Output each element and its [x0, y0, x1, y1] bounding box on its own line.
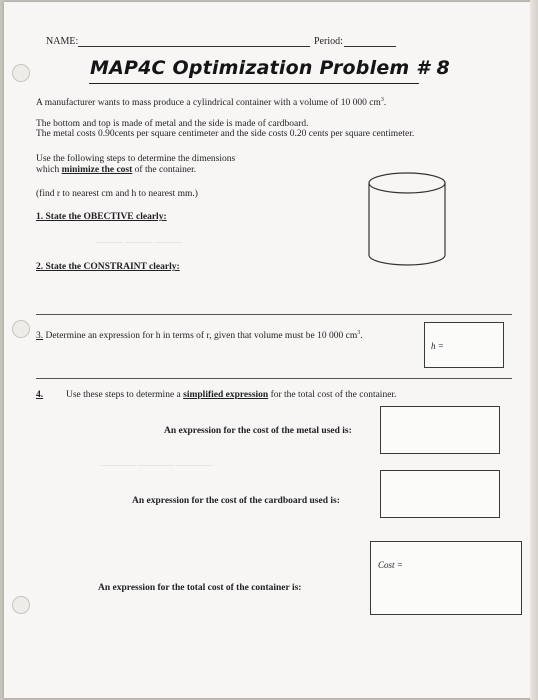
- worksheet-title: MAP4C Optimization Problem # 8: [90, 57, 450, 79]
- binder-hole-bottom: [12, 596, 30, 614]
- section-divider-2: [36, 378, 512, 379]
- title-underline: [89, 83, 419, 84]
- step-3-text: [36, 330, 363, 341]
- step-4-instruction-end: for the total cost of the container.: [270, 390, 397, 400]
- h-answer-box[interactable]: [424, 322, 504, 368]
- step-3-unit: cm: [345, 331, 358, 342]
- name-label: NAME:: [46, 36, 79, 47]
- metal-cost-label: An expression for the cost of the metal used is:: [164, 426, 352, 436]
- steps-intro-which: which: [36, 165, 60, 175]
- period-label: Period:: [314, 36, 343, 47]
- intro-line-2: The bottom and top is made of metal and the side is made of cardboard.: [36, 119, 309, 129]
- steps-intro-line-1: Use the following steps to determine the dimensions: [36, 154, 236, 164]
- steps-intro-minimize: minimize the cost: [61, 165, 133, 175]
- name-field-line[interactable]: [78, 46, 310, 47]
- h-answer-label: h =: [431, 341, 444, 351]
- steps-intro-line-2-end: of the container.: [134, 165, 197, 175]
- step-1-objective-label: 1. State the OBECTIVE clearly:: [36, 212, 167, 222]
- cylinder-top: [369, 173, 445, 193]
- rounding-note: (find r to nearest cm and h to nearest mm.): [36, 189, 198, 199]
- bleed-through-text-2: ———— ———— ————: [100, 460, 213, 470]
- intro-line-1: [36, 97, 386, 108]
- intro-unit-exponent: 3: [380, 97, 384, 103]
- bleed-through-text: ——— ——— ———: [96, 237, 182, 247]
- cardboard-cost-answer-box[interactable]: [380, 470, 500, 518]
- intro-line-1-text: A manufacturer wants to mass produce a cylindrical container with a volume of: [36, 98, 339, 109]
- page-edge-shadow: [530, 0, 538, 700]
- step-3-unit-exponent: 3: [357, 330, 361, 336]
- period-field-line[interactable]: [344, 46, 396, 47]
- cylinder-diagram: [364, 170, 452, 270]
- metal-cost-answer-box[interactable]: [380, 406, 500, 454]
- step-4-simplified-expression: simplified expression: [183, 390, 269, 400]
- cylinder-bottom: [369, 255, 445, 265]
- steps-intro-line-2: [36, 165, 196, 175]
- intro-line-1-end: .: [383, 98, 387, 109]
- total-cost-box-label: Cost =: [378, 560, 403, 570]
- intro-unit: cm: [369, 98, 381, 109]
- step-4-text: [66, 390, 396, 400]
- step-4-instruction: Use these steps to determine a: [66, 390, 181, 400]
- section-divider-1: [36, 314, 512, 315]
- total-cost-label: An expression for the total cost of the container is:: [98, 583, 302, 593]
- cardboard-cost-label: An expression for the cost of the cardboard used is:: [132, 496, 340, 506]
- step-4-number: 4.: [36, 390, 44, 400]
- step-3-volume: 10 000: [317, 331, 344, 342]
- step-3-number: 3.: [36, 331, 44, 342]
- intro-line-3: The metal costs 0.90cents per square centimeter and the side costs 0.20 cents per square centimeter.: [36, 129, 415, 139]
- step-2-constraint-label: 2. State the CONSTRAINT clearly:: [36, 262, 180, 272]
- intro-volume: 10 000: [340, 98, 367, 109]
- total-cost-answer-box[interactable]: [370, 541, 522, 615]
- binder-hole-middle: [12, 320, 30, 338]
- binder-hole-top: [12, 64, 30, 82]
- step-3-instruction: Determine an expression for h in terms of r, given that volume must be: [45, 331, 315, 342]
- step-3-end: .: [360, 331, 363, 342]
